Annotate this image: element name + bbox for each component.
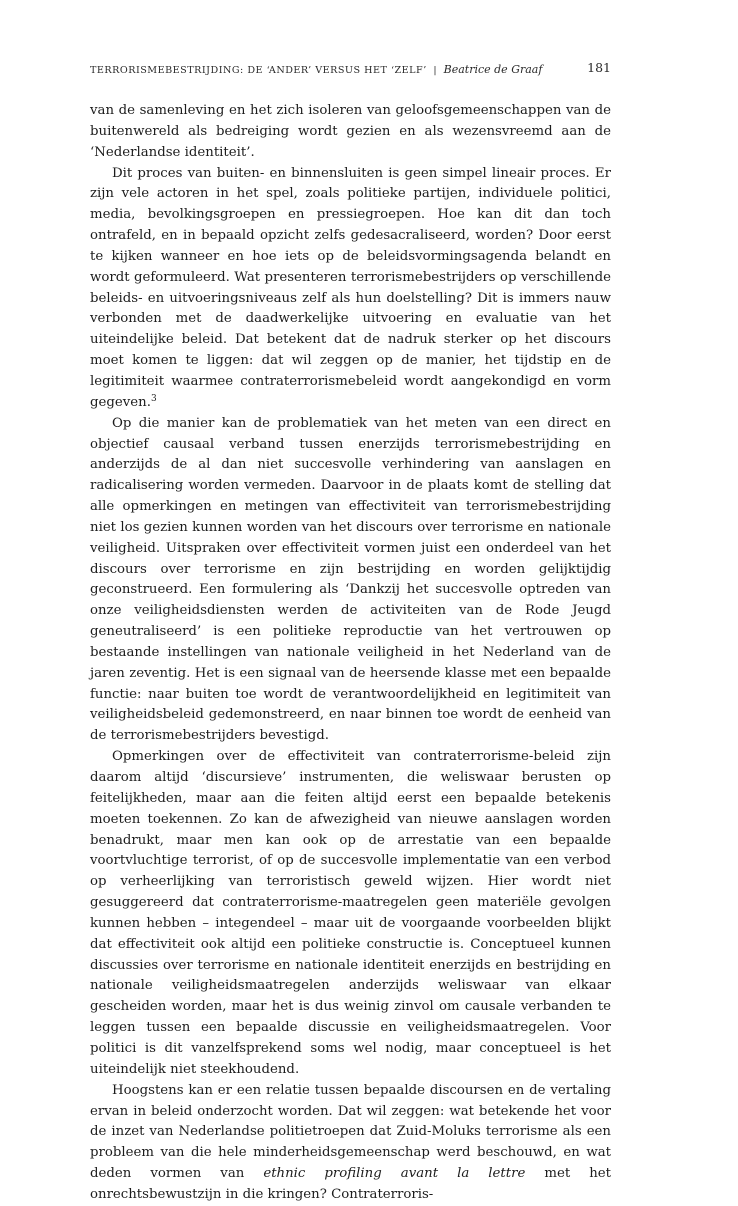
- author-name: Beatrice de Graaf: [443, 63, 543, 76]
- header-separator: |: [433, 65, 438, 76]
- running-head: [90, 63, 611, 76]
- paragraph-5-italic: ethnic profiling avant la lettre: [263, 1166, 526, 1182]
- paragraph-5-start: Hoogstens kan er een relatie tussen bepaalde discoursen en de vertaling ervan in beleid onderzocht worden. Dat wil zeggen: wat betekende het voor de inzet van Nederlandse politietroepen dat Zuid-Moluks terrorisme als een probleem van die hele minderheidsgemeenschap werd beschouwd, en wat deden vormen van: [90, 1082, 611, 1182]
- page-number: 181: [587, 60, 611, 75]
- footnote-marker: 3: [150, 393, 157, 404]
- body-text: [90, 101, 611, 1206]
- paragraph-4: Opmerkingen over de effectiviteit van contraterrorisme-beleid zijn daarom altijd ‘discursieve’ instrumenten, die weliswaar berusten op feitelijkheden, maar aan die feiten altijd eerst een bepaalde betekenis moeten toekennen. Zo kan de afwezigheid van nieuwe aanslagen worden benadrukt, maar men kan ook op de arrestatie van een bepaalde voortvluchtige terrorist, of op de succesvolle implementatie van een verbod op verheerlijking van terroristisch geweld wijzen. Hier wordt niet gesuggereerd dat contraterrorisme-maatregelen geen materiële gevolgen kunnen hebben – integendeel – maar uit de voorgaande voorbeelden blijkt dat effectiviteit ook altijd een politieke constructie is. Conceptueel kunnen discussies over terrorisme en nationale identiteit enerzijds en bestrijding en nationale veiligheidsmaatregelen anderzijds weliswaar van elkaar gescheiden worden, maar het is dus weinig zinvol om causale verbanden te leggen tussen een bepaalde discussie en veiligheidsmaatregelen. Voor politici is dit vanzelfsprekend soms wel nodig, maar conceptueel is het uiteindelijk niet steekhoudend.: [90, 749, 611, 1077]
- paragraph-5: [90, 1081, 611, 1206]
- paragraph-2: [90, 164, 611, 414]
- paragraph-5-end: met het onrechtsbewustzijn in die kringen? Contraterroris-: [90, 1166, 611, 1202]
- paragraph-1: van de samenleving en het zich isoleren van geloofsgemeenschappen van de buitenwereld als bedreiging wordt gezien en als wezensvreemd aan de ‘Nederlandse identiteit’.: [90, 103, 611, 160]
- paragraph-3: Op die manier kan de problematiek van het meten van een direct en objectief causaal verband tussen enerzijds terrorismebestrijding en anderzijds de al dan niet succesvolle verhindering van aanslagen en radicalisering worden vermeden. Daarvoor in de plaats komt de stelling dat alle opmerkingen en metingen van effectiviteit van terrorismebestrijding niet los gezien kunnen worden van het discours over terrorisme en nationale veiligheid. Uitspraken over effectiviteit vormen juist een onderdeel van het discours over terrorisme en zijn bestrijding en worden gelijktijdig geconstrueerd. Een formulering als ‘Dankzij het succesvolle optreden van onze veiligheidsdiensten werden de activiteiten van de Rode Jeugd geneutraliseerd’ is een politieke reproductie van het vertrouwen op bestaande instellingen van nationale veiligheid in het Nederland van de jaren zeventig. Het is een signaal van de heersende klasse met een bepaalde functie: naar buiten toe wordt de verantwoordelijkheid en legitimiteit van veiligheidsbeleid gedemonstreerd, en naar binnen toe wordt de eenheid van de terrorismebestrijders bevestigd.: [90, 415, 611, 744]
- paragraph-2-text: Dit proces van buiten- en binnensluiten is geen simpel lineair proces. Er zijn vele actoren in het spel, zoals politieke partijen, individuele politici, media, bevolkingsgroepen en pressiegroepen. Hoe kan dit dan toch ontrafeld, en in bepaald opzicht zelfs gedesacraliseerd, worden? Door eerst te kijken wanneer en hoe iets op de beleidsvormingsagenda belandt en wordt geformuleerd. Wat presenteren terrorismebestrijders op verschillende beleids- en uitvoeringsniveaus zelf als hun doelstelling? Dit is immers nauw verbonden met de daadwerkelijke uitvoering en evaluatie van het uiteindelijke beleid. Dat betekent dat de nadruk sterker op het discours moet komen te liggen: dat wil zeggen op de manier, het tijdstip en de legitimiteit waarmee contraterrorismebeleid wordt aangekondigd en vorm gegeven.: [90, 165, 611, 410]
- running-title: TERRORISMEBESTRIJDING: DE ‘ANDER’ VERSUS HET ‘ZELF’: [90, 65, 427, 76]
